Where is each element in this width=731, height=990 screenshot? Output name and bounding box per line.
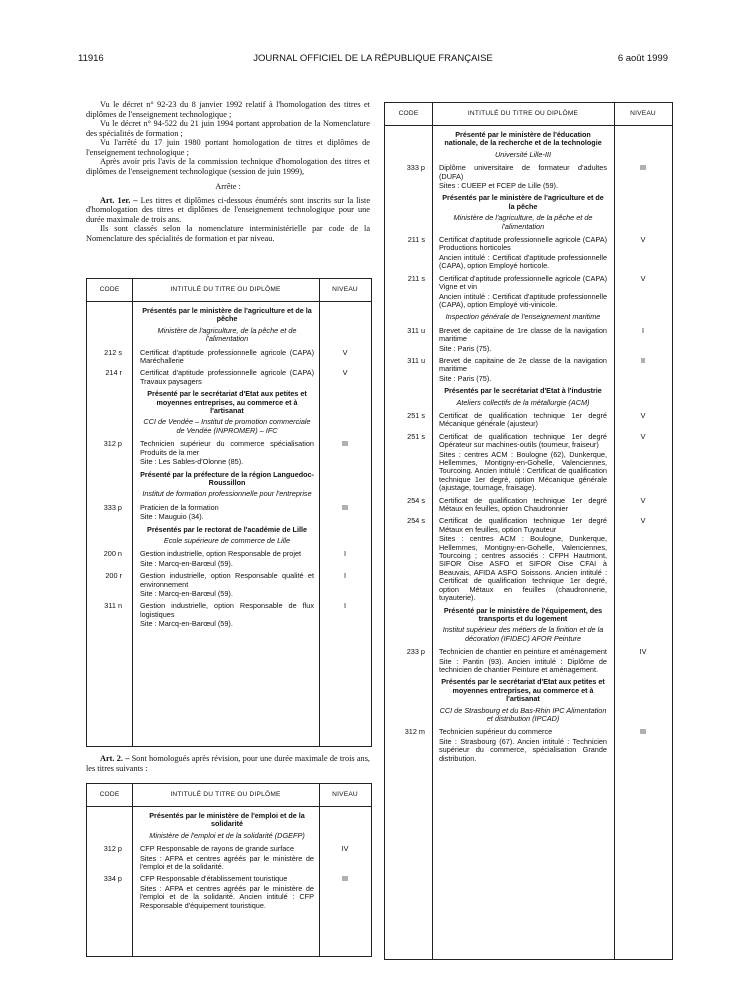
section-heading <box>140 390 314 435</box>
section-institution: Institut de formation professionnelle pour l'entreprise <box>142 489 312 499</box>
row-title: Technicien de chantier en peinture et aménagement <box>439 647 607 657</box>
row-title: Certificat de qualification technique 1er degré Opérateur sur machines-outils (tourneur, fraiseur) <box>439 431 607 450</box>
row-niveau: III <box>639 163 647 173</box>
row-title: Brevet de capitaine de 1re classe de la navigation maritime <box>439 325 607 344</box>
section-heading <box>439 313 607 321</box>
table-row <box>87 875 371 910</box>
intro-paragraph: Après avoir pris l'avis de la commission technique d'homologation des titres et diplômes de l'enseignement technologique (session de juin 1999), <box>86 157 370 176</box>
table-homologation-1 <box>86 278 372 747</box>
section-authority: Présentés par le rectorat de l'académie de Lille <box>147 524 307 534</box>
row-code: 200 n <box>103 549 122 559</box>
table-homologation-2 <box>86 783 372 957</box>
article-1-classification: Ils sont classés selon la nomenclature interministérielle par code de la Nomenclature des spécialités de formation et par niveau. <box>86 224 370 243</box>
article-2 <box>86 754 370 773</box>
header-niveau: NIVEAU <box>332 286 358 293</box>
row-details: Ancien intitulé : Certificat d'aptitude professionnelle (CAPA), option Employé horticole. <box>439 252 607 271</box>
row-title: Certificat de qualification technique 1er degré Mécanique générale (ajusteur) <box>439 410 607 429</box>
header-intitule: INTITULÉ DU TITRE OU DIPLÔME <box>170 286 281 293</box>
table-row <box>385 236 672 271</box>
row-title: Diplôme universitaire de formateur d'adultes (DUFA) <box>439 163 607 181</box>
row-intitule <box>439 275 607 310</box>
section-authority: Présenté par le ministère de l'éducation nationale, de la recherche et de la technologie <box>444 130 602 148</box>
row-intitule <box>439 648 607 674</box>
row-intitule <box>140 602 314 628</box>
table-row <box>385 327 672 353</box>
row-title: Praticien de la formation <box>140 502 219 512</box>
row-intitule <box>140 845 314 871</box>
row-title: Gestion industrielle, option Responsable qualité et environnement <box>140 571 314 589</box>
table-row <box>385 517 672 602</box>
header-code: CODE <box>99 286 120 293</box>
row-niveau: I <box>343 571 347 581</box>
section-authority: Présenté par le ministère de l'équipement, des transports et du logement <box>443 605 603 623</box>
row-intitule <box>439 327 607 353</box>
row-details: Sites : CUEEP et FCEP de Lille (59). <box>439 181 558 191</box>
table-header <box>87 784 371 807</box>
row-title: Certificat de qualification technique 1er degré Métaux en feuilles, option Tuyauteur <box>439 516 607 534</box>
table-row <box>385 728 672 763</box>
row-title: Brevet de capitaine de 2e classe de la navigation maritime <box>439 355 607 374</box>
section-heading <box>439 607 607 644</box>
row-code: 211 s <box>407 273 425 283</box>
intro-text <box>86 100 370 243</box>
row-title: Technicien supérieur du commerce spécialisation Produits de la mer <box>140 439 314 457</box>
row-niveau: I <box>343 601 347 611</box>
row-niveau: V <box>640 410 646 420</box>
table-row <box>385 433 672 493</box>
row-intitule <box>439 433 607 493</box>
row-code: 334 p <box>103 874 122 884</box>
row-details: Site : Les Sables-d'Olonne (85). <box>140 457 244 467</box>
table-body <box>385 127 672 767</box>
section-heading <box>140 526 314 546</box>
table-row <box>385 648 672 674</box>
row-title: Certificat d'aptitude professionnelle agricole (CAPA) Maréchallerie <box>140 347 314 366</box>
row-title: Gestion industrielle, option Responsable de flux logistiques <box>140 601 314 619</box>
table-header <box>385 103 672 126</box>
row-intitule <box>439 728 607 763</box>
row-niveau: III <box>341 502 349 512</box>
arrete-heading: Arrête : <box>215 182 241 191</box>
table-row <box>385 275 672 310</box>
row-details: Site : Marcq-en-Barœul (59). <box>140 558 233 568</box>
row-code: 200 r <box>105 571 122 581</box>
row-niveau: I <box>343 549 347 559</box>
page-number: 11916 <box>78 53 104 64</box>
row-details: Site : Pantin (93). Ancien intitulé : Diplôme de technicien de chantier Peinture et aménagement. <box>439 656 607 674</box>
journal-title: JOURNAL OFFICIEL DE LA RÉPUBLIQUE FRANÇAISE <box>253 53 493 64</box>
row-title: Certificat d'aptitude professionnelle agricole (CAPA) Travaux paysagers <box>140 368 314 386</box>
table-body <box>87 808 371 914</box>
intro-paragraph: Vu le décret n° 94-522 du 21 juin 1994 portant approbation de la Nomenclature des spécialités de formation ; <box>86 119 370 138</box>
row-code: 311 u <box>407 355 425 365</box>
row-title: Certificat d'aptitude professionnelle agricole (CAPA) Vigne et vin <box>439 273 607 292</box>
row-niveau: III <box>341 439 349 449</box>
row-code: 254 s <box>407 516 425 526</box>
table-row <box>87 572 371 598</box>
table-homologation-3 <box>384 102 673 960</box>
row-title: CFP Responsable d'établissement touristique <box>140 874 288 884</box>
header-intitule: INTITULÉ DU TITRE OU DIPLÔME <box>467 110 579 117</box>
table-row <box>385 412 672 429</box>
table-row <box>385 497 672 514</box>
section-authority: Présentés par le ministère de l'agriculture et de la pêche <box>142 306 312 324</box>
section-heading <box>439 194 607 231</box>
row-title: Technicien supérieur du commerce <box>439 727 553 737</box>
article-1 <box>86 196 370 225</box>
section-heading <box>140 307 314 344</box>
row-details: Site : Marcq-en-Barœul (59). <box>140 619 233 629</box>
row-intitule <box>140 572 314 598</box>
row-code: 254 s <box>407 495 425 505</box>
section-authority: Présenté par le secrétariat d'Etat aux petites et moyennes entreprises, au commerce et à l'artisanat <box>147 389 307 416</box>
row-niveau: II <box>640 355 646 365</box>
table-row <box>87 845 371 871</box>
row-title: Certificat de qualification technique 1er degré Métaux en feuilles, option Chaudronnier <box>439 495 607 514</box>
section-authority: Présentés par le secrétariat d'Etat à l'industrie <box>444 386 602 396</box>
section-institution: Ateliers collectifs de la métallurgie (ACM) <box>456 397 590 407</box>
row-niveau: I <box>641 325 645 335</box>
table-body <box>87 303 371 633</box>
header-niveau: NIVEAU <box>630 110 656 117</box>
section-institution: Inspection générale de l'enseignement maritime <box>445 312 601 322</box>
row-details: Ancien intitulé : Certificat d'aptitude professionnelle (CAPA), option Employé viti-vinicole. <box>439 291 607 309</box>
section-authority: Présentés par le ministère de l'emploi et de la solidarité <box>149 811 305 829</box>
section-institution: Institut supérieur des métiers de la finition et de la décoration (IFIDEC) AFOR Peinture <box>442 625 604 643</box>
section-institution: Université Lille-III <box>495 149 551 159</box>
section-authority: Présentés par le secrétariat d'Etat aux petites et moyennes entreprises, au commerce et à l'artisanat <box>441 677 605 704</box>
section-institution: Ministère de l'agriculture, de la pêche et de l'alimentation <box>453 213 593 231</box>
row-intitule <box>439 497 607 514</box>
section-institution: Ministère de l'emploi et de la solidarité (DGEFP) <box>149 830 305 840</box>
header-niveau: NIVEAU <box>332 791 358 798</box>
row-niveau: V <box>640 273 646 283</box>
page-header <box>78 53 668 67</box>
row-details: Sites : AFPA et centres agréés par le ministère de l'emploi et de la solidarité. Ancien intitulé : CFP Responsable d'équipement touristique. <box>140 883 314 910</box>
row-code: 312 p <box>103 439 122 449</box>
table-row <box>385 357 672 383</box>
row-details: Site : Marcq-en-Barœul (59). <box>140 588 233 598</box>
row-details: Sites : centres ACM : Boulogne (62), Dunkerque, Hellemmes, Montigny-en-Gohelle, Valenciennes, Tourcoing. Ancien intitulé : Certificat de qualification technique 1er degré, option Mécanique générale (ajustage, tournage, fraisage). <box>439 449 607 493</box>
table-row <box>87 504 371 522</box>
article-2-text: Sont homologués après révision, pour une durée maximale de trois ans, les titres suivants : <box>86 754 370 773</box>
table-row <box>385 164 672 190</box>
row-niveau: III <box>639 727 647 737</box>
section-heading <box>140 471 314 499</box>
row-niveau: V <box>640 235 646 245</box>
row-details: Site : Paris (75). <box>439 373 492 383</box>
row-code: 212 s <box>104 347 122 357</box>
row-details: Site : Strasbourg (67). Ancien intitulé : Technicien supérieur du commerce, spécialisation Grande distribution. <box>439 736 607 763</box>
section-institution: Ecole supérieure de commerce de Lille <box>163 535 291 545</box>
row-code: 312 m <box>404 727 425 737</box>
table-row <box>87 369 371 386</box>
row-code: 333 p <box>103 502 122 512</box>
row-intitule <box>140 875 314 910</box>
row-intitule <box>439 164 607 190</box>
row-intitule <box>439 236 607 271</box>
section-institution: Ministère de l'agriculture, de la pêche et de l'alimentation <box>157 325 297 344</box>
row-niveau: IV <box>341 844 349 854</box>
row-intitule <box>140 349 314 366</box>
row-niveau: IV <box>639 647 647 657</box>
row-intitule <box>439 517 607 602</box>
row-niveau: V <box>640 431 646 441</box>
row-code: 311 n <box>104 601 122 611</box>
article-1-label: Art. 1er. – <box>100 195 138 205</box>
table-row <box>87 602 371 628</box>
row-code: 311 u <box>407 325 425 335</box>
row-intitule <box>140 369 314 386</box>
row-intitule <box>140 440 314 466</box>
row-code: 333 p <box>406 163 425 173</box>
row-title: Certificat d'aptitude professionnelle agricole (CAPA) Productions horticoles <box>439 235 607 253</box>
row-intitule <box>140 550 314 568</box>
table-row <box>87 550 371 568</box>
header-code: CODE <box>398 110 419 117</box>
row-intitule <box>439 357 607 383</box>
section-heading <box>439 678 607 723</box>
row-niveau: V <box>640 495 646 505</box>
row-intitule <box>140 504 314 522</box>
row-code: 211 s <box>407 235 425 245</box>
section-heading <box>439 131 607 159</box>
row-niveau: V <box>342 368 348 378</box>
row-title: Gestion industrielle, option Responsable de projet <box>140 549 302 559</box>
section-institution: CCI de Strasbourg et du Bas-Rhin IPC Alimentation et distribution (IPCAD) <box>439 705 607 723</box>
row-code: 312 p <box>103 844 122 854</box>
intro-paragraph: Vu l'arrêté du 17 juin 1980 portant homologation de titres et diplômes de l'enseignement technologique ; <box>86 138 370 157</box>
row-intitule <box>439 412 607 429</box>
section-heading <box>140 812 314 840</box>
header-intitule: INTITULÉ DU TITRE OU DIPLÔME <box>170 791 281 798</box>
row-code: 233 p <box>406 647 425 657</box>
header-code: CODE <box>99 791 120 798</box>
section-authority: Présentés par le ministère de l'agriculture et de la pêche <box>442 193 604 211</box>
table-row <box>87 440 371 466</box>
row-code: 251 s <box>407 410 425 420</box>
section-institution: CCI de Vendée – Institut de promotion commerciale de Vendée (INPROMER) – IFC <box>143 417 311 435</box>
table-header <box>87 279 371 302</box>
intro-paragraph: Vu le décret n° 92-23 du 8 janvier 1992 relatif à l'homologation des titres et diplômes de l'enseignement technologique ; <box>86 100 370 119</box>
row-details: Sites : centres ACM : Boulogne, Dunkerque, Hellemmes, Montigny-en-Gohelle, Valenciennes, Tourcoing ; centres associés : CFPH Hautmont, SIFOR Oise ASFO et SIFOR Oise CFAI à Beauvais, AFIDA ASFO Soissons. Ancien intitulé : Certificat de qualification technique 1er degré, option Métaux en feuilles (chaudronnerie, tuyauterie). <box>439 534 607 603</box>
row-code: 214 r <box>105 368 122 378</box>
row-niveau: V <box>342 347 348 357</box>
row-niveau: V <box>640 516 646 526</box>
section-authority: Présenté par la préfecture de la région Languedoc-Roussillon <box>140 469 314 487</box>
section-heading <box>439 387 607 407</box>
table-row <box>87 349 371 366</box>
row-details: Site : Paris (75). <box>439 343 492 353</box>
row-title: CFP Responsable de rayons de grande surface <box>140 844 295 854</box>
row-details: Site : Mauguio (34). <box>140 512 204 522</box>
row-details: Sites : AFPA et centres agréés par le ministère de l'emploi et de la solidarité. <box>140 853 314 872</box>
publication-date: 6 août 1999 <box>617 53 668 64</box>
article-1-text: Les titres et diplômes ci-dessous énumérés sont inscrits sur la liste d'homologation des titres et diplômes de l'enseignement technologique pour une durée maximale de trois ans. <box>86 195 371 224</box>
row-niveau: III <box>341 874 349 884</box>
article-2-label: Art. 2. – <box>100 754 130 763</box>
row-code: 251 s <box>407 431 425 441</box>
